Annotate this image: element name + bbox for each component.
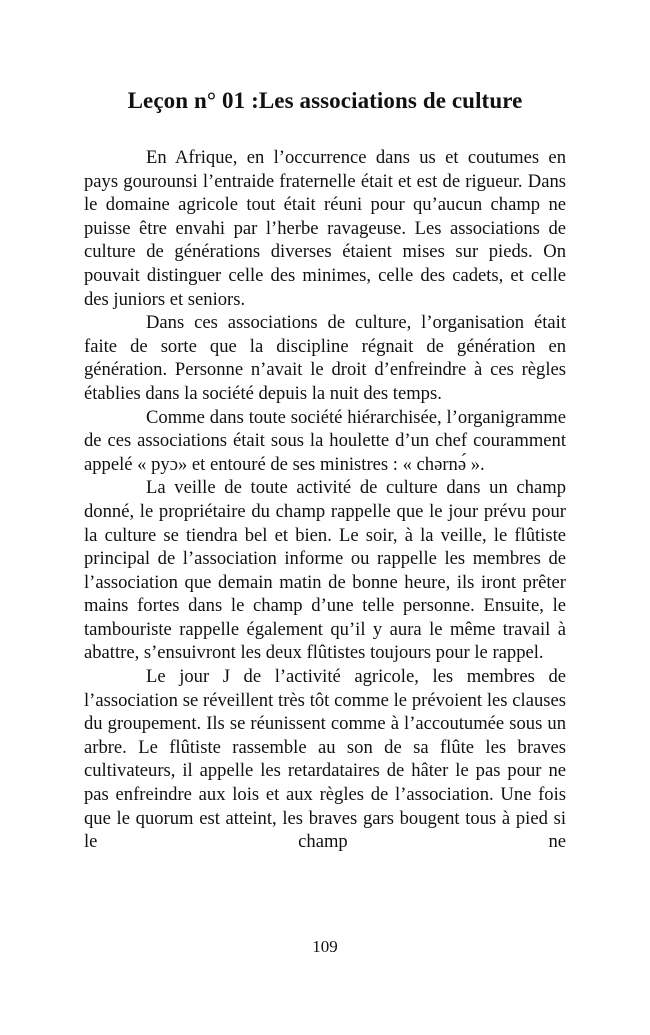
- paragraph-2: Dans ces associations de culture, l’organisation était faite de sorte que la discipline régnait de génération en génération. Personne n’avait le droit d’enfreindre à ces règles établies dans la société depuis la nuit des temps.: [84, 312, 566, 404]
- paragraph-5: Le jour J de l’activité agricole, les membres de l’association se réveillent très tôt comme le prévoient les clauses du groupement. Ils se réunissent comme à l’accoutumée sous un arbre. Le flûtiste rassemble au son de sa flûte les braves cultivateurs, il appelle les retardataires de hâter le pas pour ne pas enfreindre aux lois et aux règles de l’association. Une fois que le quorum est atteint, les braves gars bougent tous à pied si le champ ne: [84, 666, 566, 853]
- lesson-body: [84, 146, 566, 854]
- paragraph-3: Comme dans toute société hiérarchisée, l’organigramme de ces associations était sous la houlette d’un chef couramment appelé « pyɔ» et entouré de ses ministres : « chərnə́ ».: [84, 406, 566, 475]
- lesson-title: Leçon n° 01 :Les associations de culture: [127, 88, 523, 113]
- page-number: 109: [312, 937, 338, 956]
- paragraph-4: La veille de toute activité de culture dans un champ donné, le propriétaire du champ rappelle que le jour prévu pour la culture se tiendra bel et bien. Le soir, à la veille, le flûtiste principal de l’association informe ou rappelle les membres de l’association que demain matin de bonne heure, ils iront prêter mains fortes dans le champ d’une telle personne. Ensuite, le tambouriste rappelle également qu’il y aura le même travail à abattre, s’ensuivront les deux flûtistes toujours pour le rappel.: [84, 477, 566, 664]
- paragraph-1: En Afrique, en l’occurrence dans us et coutumes en pays gourounsi l’entraide fraternelle était et est de rigueur. Dans le domaine agricole tout était réuni pour qu’aucun champ ne puisse être envahi par l’herbe ravageuse. Les associations de culture de générations diverses étaient mises sur pieds. On pouvait distinguer celle des minimes, celle des cadets, et celle des juniors et seniors.: [84, 147, 566, 310]
